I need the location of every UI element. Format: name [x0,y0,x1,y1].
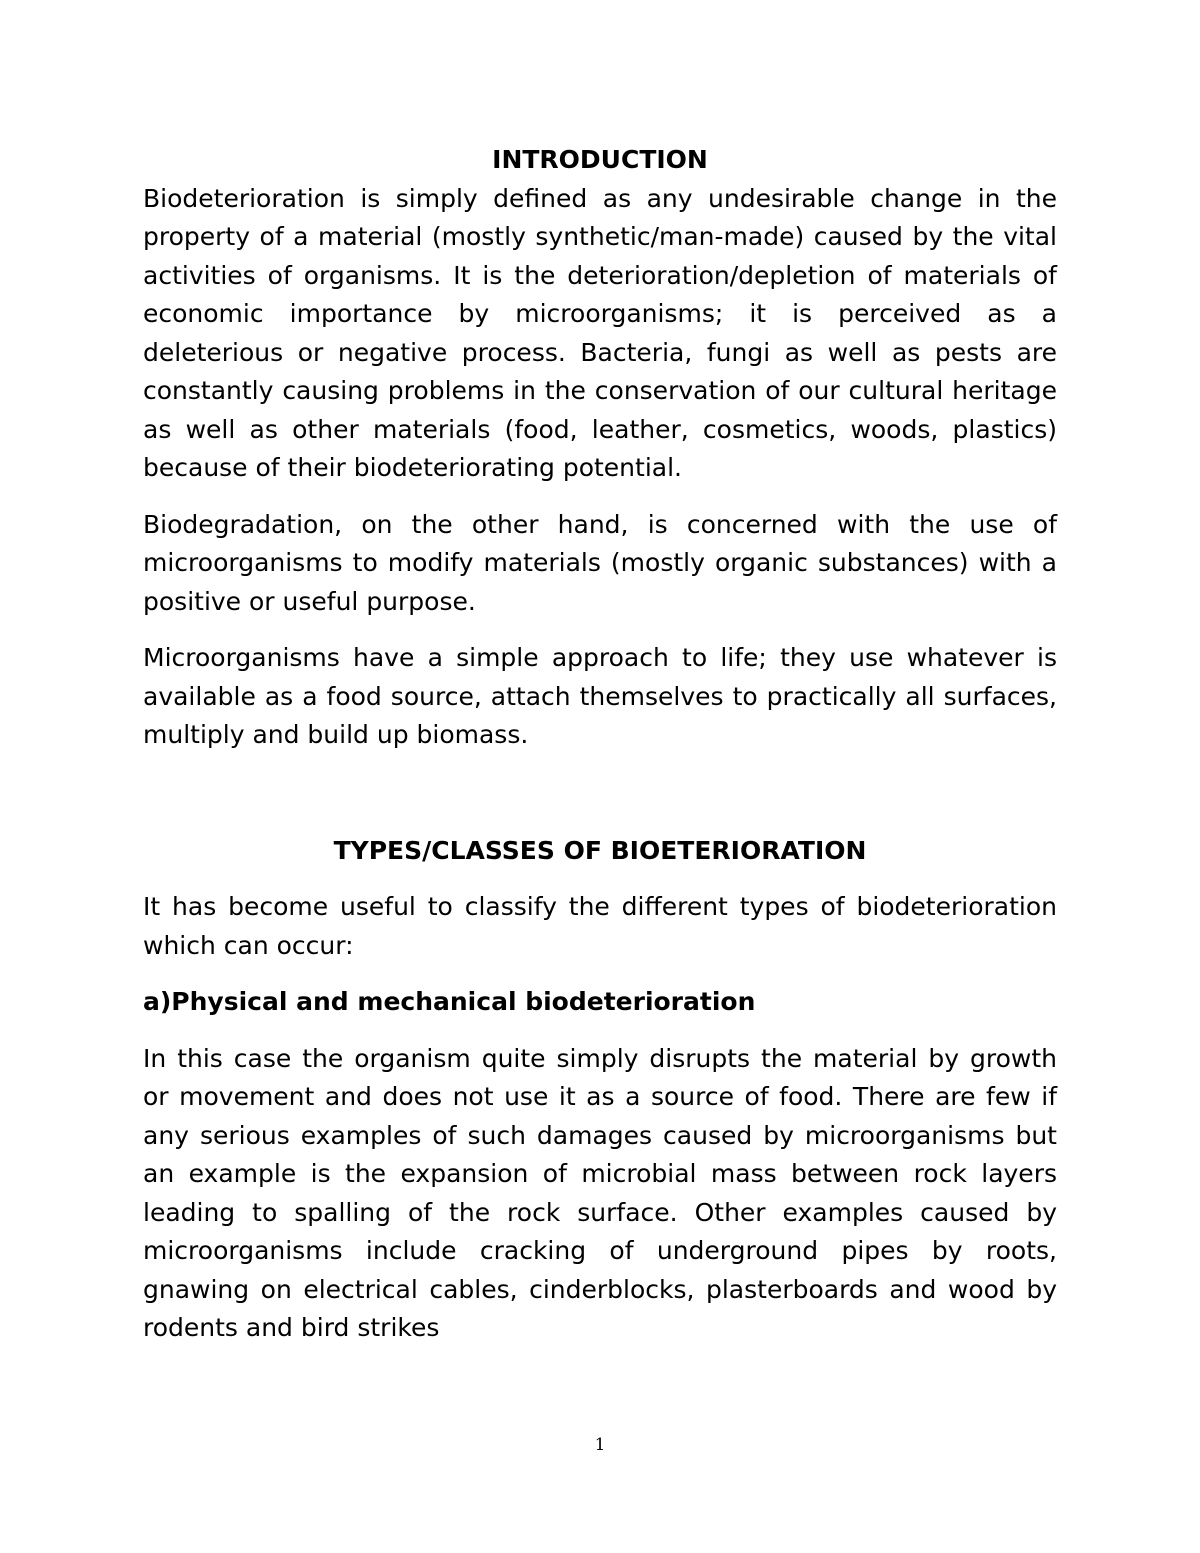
intro-paragraph-2: Biodegradation, on the other hand, is concerned with the use of microorganisms to modify materials (mostly organic substances) with a positive or useful purpose. [143,509,1057,616]
intro-paragraph-1: Biodeterioration is simply defined as any undesirable change in the property of a material (mostly synthetic/man-made) caused by the vital activities of organisms. It is the deterioration/depletion of materials of economic importance by microorganisms; it is perceived as a deleterious or negative process. Bacteria, fungi as well as pests are constantly causing problems in the conservation of our cultural heritage as well as other materials (food, leather, cosmetics, woods, plastics) because of their biodeteriorating potential. [143,183,1057,482]
intro-paragraph-3: Microorganisms have a simple approach to life; they use whatever is available as a food source, attach themselves to practically all surfaces, multiply and build up biomass. [143,643,1057,749]
physical-mechanical-paragraph: In this case the organism quite simply disrupts the material by growth or movement and does not use it as a source of food. There are few if any serious examples of such damages caused by microorganisms but an example is the expansion of microbial mass between rock layers leading to spalling of the rock surface. Other examples caused by microorganisms include cracking of underground pipes by roots, gnawing on electrical cables, cinderblocks, plasterboards and wood by rodents and bird strikes [143,1043,1057,1342]
page-number: 1 [594,1435,606,1455]
types-heading: TYPES/CLASSES OF BIOETERIORATION [333,835,867,865]
introduction-heading: INTRODUCTION [492,145,708,174]
types-intro-paragraph: It has become useful to classify the different types of biodeterioration which can occur: [143,892,1057,960]
subheading-physical-mechanical: a)Physical and mechanical biodeterioration [143,987,756,1016]
page-content [143,141,1057,1348]
